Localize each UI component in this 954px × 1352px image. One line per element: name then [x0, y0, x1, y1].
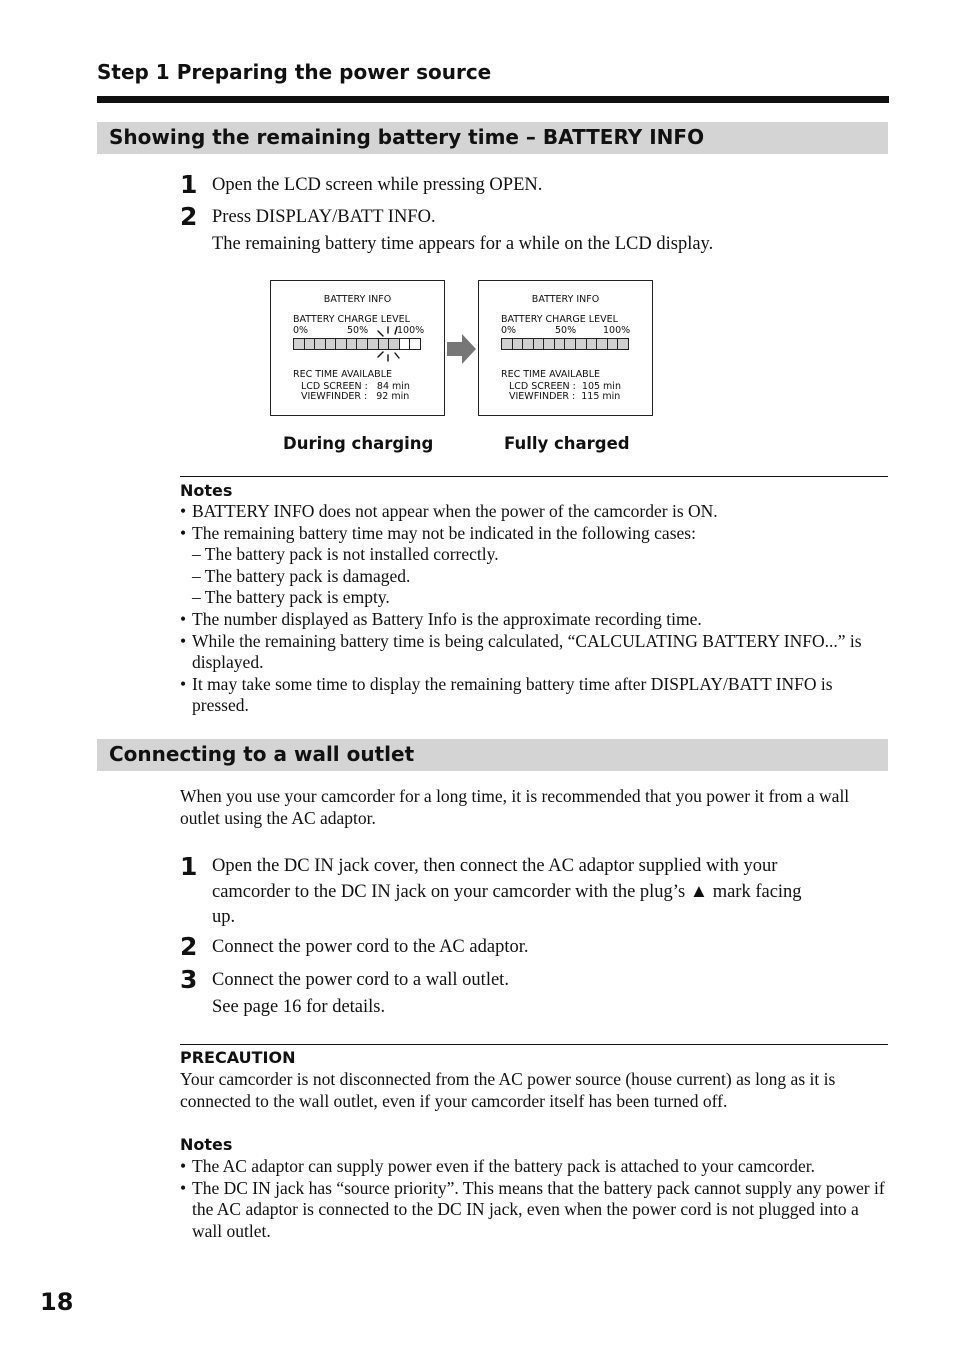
note-subitem: – The battery pack is damaged. [192, 565, 411, 586]
charge-segment [618, 339, 628, 349]
charge-segment [315, 339, 326, 349]
note-subitem: – The battery pack is not installed correctly. [192, 544, 499, 565]
note-item: • The AC adaptor can supply power even if the battery pack is attached to your camcorder. [180, 1156, 888, 1178]
charge-segment [565, 339, 576, 349]
caption-during-charging: During charging [283, 434, 434, 453]
charging-blink-icon [373, 324, 407, 364]
step-number: 2 [180, 202, 198, 231]
charge-segment [576, 339, 587, 349]
charge-level-bar [501, 338, 629, 350]
precaution-text: Your camcorder is not disconnected from the AC power source (house current) as long as it is connected to the wall outlet, even if your camcorder itself has been turned off. [180, 1069, 836, 1111]
scale-100: 100% [603, 325, 631, 336]
step-text: up. [212, 907, 236, 927]
step-text: Open the LCD screen while pressing OPEN. [212, 175, 543, 195]
step-number: 2 [180, 932, 198, 961]
note-subitem: – The battery pack is empty. [192, 587, 390, 608]
charge-segment [608, 339, 619, 349]
chapter-title: Step 1 Preparing the power source [97, 60, 492, 84]
precaution-heading: PRECAUTION [180, 1048, 296, 1067]
step-text: camcorder to the DC IN jack on your camcorder with the plug’s ▲ mark facing [212, 882, 802, 902]
charge-segment [357, 339, 368, 349]
lcd-screen-charging [270, 280, 445, 416]
page-number: 18 [40, 1288, 74, 1316]
scale-0: 0% [293, 325, 309, 336]
section-heading-wall-outlet [97, 739, 888, 771]
charge-segment [555, 339, 566, 349]
charge-segment [305, 339, 316, 349]
charge-segment [587, 339, 598, 349]
step-number: 1 [180, 170, 198, 199]
note-item: • It may take some time to display the remaining battery time after DISPLAY/BATT INFO is pressed. [180, 674, 888, 717]
charge-segment [326, 339, 337, 349]
section-heading-text: Showing the remaining battery time – BATTERY INFO [109, 125, 705, 149]
notes-list [180, 501, 888, 717]
charge-segment [513, 339, 524, 349]
charge-level-label: BATTERY CHARGE LEVEL [293, 314, 410, 325]
step-text: Open the DC IN jack cover, then connect the AC adaptor supplied with your [212, 856, 778, 876]
lcd-screen-full [478, 280, 653, 416]
scale-50: 50% [555, 325, 577, 336]
charge-level-label: BATTERY CHARGE LEVEL [501, 314, 618, 325]
note-item: • The DC IN jack has “source priority”. This means that the battery pack cannot supply any power if the AC adaptor is connected to the DC IN jack, even when the power cord is not plugged into a wall outlet. [180, 1178, 888, 1243]
step-text: Press DISPLAY/BATT INFO. [212, 207, 436, 227]
scale-50: 50% [347, 325, 369, 336]
charge-segment [294, 339, 305, 349]
scale-0: 0% [501, 325, 517, 336]
viewfinder-time: VIEWFINDER : 115 min [509, 391, 621, 402]
note-item: • The number displayed as Battery Info is the approximate recording time. [180, 609, 888, 631]
step-text: Connect the power cord to the AC adaptor. [212, 937, 529, 957]
charge-segment [336, 339, 347, 349]
note-item: • BATTERY INFO does not appear when the power of the camcorder is ON. [180, 501, 888, 523]
notes-heading: Notes [180, 481, 233, 500]
scale-100: 100% [397, 325, 425, 336]
rec-time-label: REC TIME AVAILABLE [293, 369, 392, 380]
arrow-right-icon [447, 333, 477, 365]
rec-time-label: REC TIME AVAILABLE [501, 369, 600, 380]
notes-rule [180, 476, 888, 477]
step-text: See page 16 for details. [212, 997, 386, 1017]
section-heading-text: Connecting to a wall outlet [109, 742, 415, 766]
charge-segment [410, 339, 420, 349]
viewfinder-time: VIEWFINDER : 92 min [301, 391, 410, 402]
lcd-screen-time: LCD SCREEN : 84 min [301, 381, 410, 392]
chapter-rule [97, 96, 889, 103]
step-number: 1 [180, 852, 198, 881]
charge-segment [534, 339, 545, 349]
note-item: • The remaining battery time may not be indicated in the following cases: [180, 523, 888, 545]
charge-segment [347, 339, 358, 349]
intro-paragraph: When you use your camcorder for a long time, it is recommended that you power it from a wall outlet using the AC adaptor. [180, 786, 850, 828]
step-number: 3 [180, 965, 198, 994]
notes-heading: Notes [180, 1135, 233, 1154]
note-item: • While the remaining battery time is being calculated, “CALCULATING BATTERY INFO...” is displayed. [180, 631, 888, 674]
charge-segment [544, 339, 555, 349]
charge-segment [597, 339, 608, 349]
lcd-screen-time: LCD SCREEN : 105 min [509, 381, 621, 392]
section-heading-battery-info [97, 122, 888, 154]
lcd-title: BATTERY INFO [323, 294, 392, 305]
charge-segment [502, 339, 513, 349]
caption-fully-charged: Fully charged [504, 434, 630, 453]
lcd-title: BATTERY INFO [531, 294, 600, 305]
precaution-rule [180, 1044, 888, 1045]
step-text: The remaining battery time appears for a while on the LCD display. [212, 234, 714, 254]
step-text: Connect the power cord to a wall outlet. [212, 970, 509, 990]
charge-segment [523, 339, 534, 349]
notes-list [180, 1156, 888, 1242]
